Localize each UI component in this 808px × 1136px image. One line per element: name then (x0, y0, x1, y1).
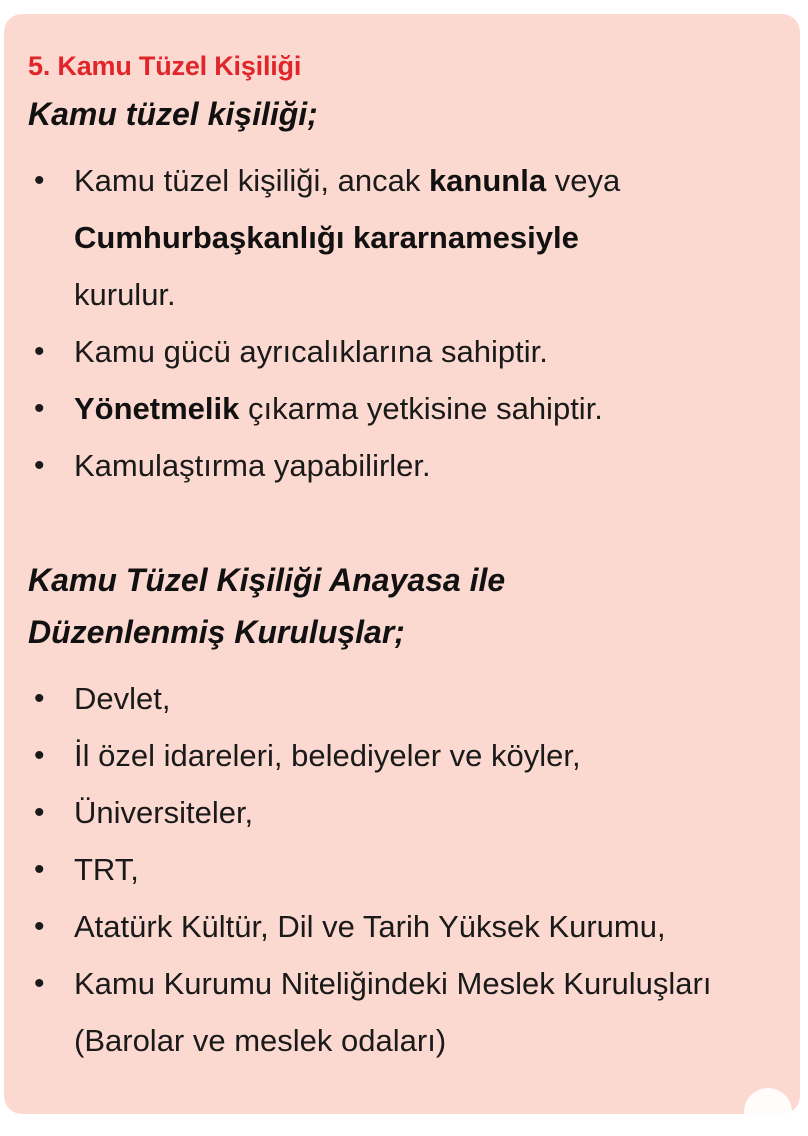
list-item-bold-text: Cumhurbaşkanlığı kararnamesiyle (74, 220, 579, 255)
bullet-icon: • (34, 910, 45, 943)
list-item-text: veya (546, 163, 621, 198)
bullet-icon: • (34, 392, 45, 425)
list-item-bold-text: Yönetmelik (74, 391, 240, 426)
features-list (28, 152, 780, 494)
bullet-icon: • (34, 853, 45, 886)
list-item-text: çıkarma yetkisine sahiptir. (239, 391, 603, 426)
heading-kamu-tuzel-kisiligi: Kamu tüzel kişiliği; (28, 96, 318, 132)
heading-anayasa-kuruluslar (28, 554, 780, 658)
list-item-text: Üniversiteler, (74, 795, 254, 830)
content-card (4, 14, 800, 1114)
list-item (28, 955, 780, 1069)
list-item-text: TRT, (74, 852, 139, 887)
list-item-text: İl özel idareleri, belediyeler ve köyler, (74, 738, 581, 773)
bullet-icon: • (34, 796, 45, 829)
heading-line: Kamu Tüzel Kişiliği Anayasa ile (28, 562, 506, 598)
list-item (28, 727, 780, 784)
list-item (28, 152, 780, 323)
list-item (28, 898, 780, 955)
list-item (28, 784, 780, 841)
list-item-text: Kamu Kurumu Niteliğindeki Meslek Kuruluşları (Barolar ve meslek odaları) (74, 966, 712, 1058)
bullet-icon: • (34, 335, 45, 368)
list-item (28, 380, 780, 437)
heading-line: Düzenlenmiş Kuruluşlar; (28, 614, 405, 650)
list-item-text: Kamu tüzel kişiliği, ancak (74, 163, 429, 198)
bullet-icon: • (34, 967, 45, 1000)
institutions-list (28, 670, 780, 1069)
list-item-text: Kamu gücü ayrıcalıklarına sahiptir. (74, 334, 548, 369)
scroll-indicator[interactable] (744, 1088, 792, 1136)
list-item (28, 323, 780, 380)
list-item-text: Atatürk Kültür, Dil ve Tarih Yüksek Kurumu, (74, 909, 666, 944)
list-item (28, 437, 780, 494)
spacer (28, 494, 780, 554)
bullet-icon: • (34, 449, 45, 482)
list-item-text: kurulur. (74, 277, 176, 312)
bullet-icon: • (34, 164, 45, 197)
list-item-text: Devlet, (74, 681, 171, 716)
list-item-bold-text: kanunla (428, 163, 547, 198)
bullet-icon: • (34, 739, 45, 772)
section-title: 5. Kamu Tüzel Kişiliği (28, 51, 302, 81)
list-item (28, 841, 780, 898)
bullet-icon: • (34, 682, 45, 715)
list-item-text: Kamulaştırma yapabilirler. (74, 448, 431, 483)
list-item (28, 670, 780, 727)
